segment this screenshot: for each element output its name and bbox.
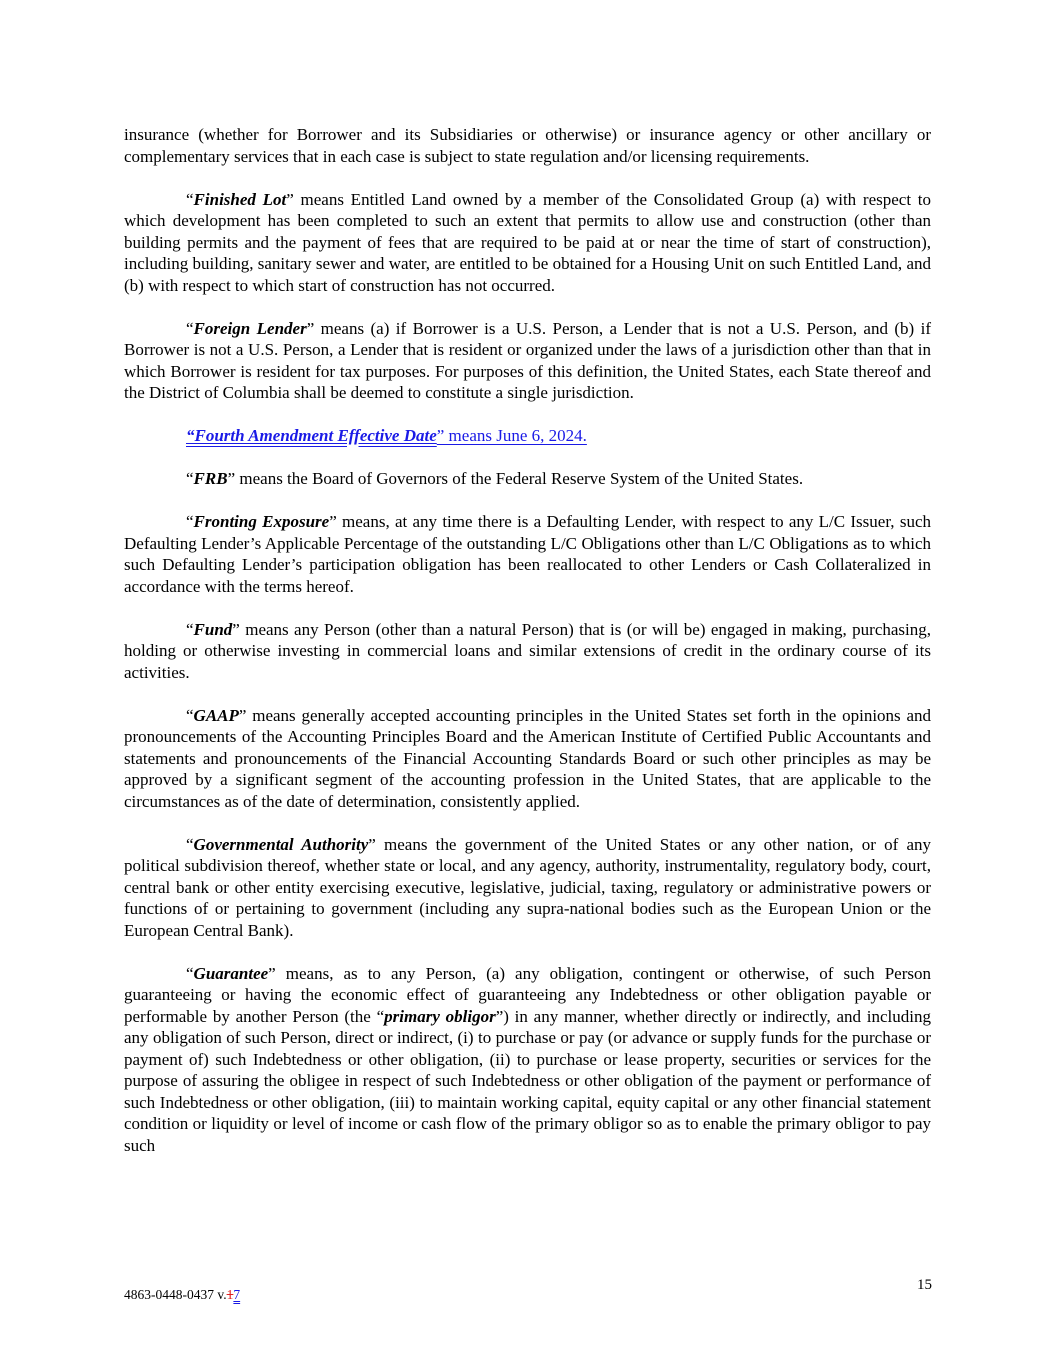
footer-doc-id-prefix: 4863-0448-0437 v. bbox=[124, 1287, 227, 1302]
text-run-term: Fronting Exposure bbox=[193, 512, 330, 531]
paragraph-definition-guarantee bbox=[124, 963, 931, 1157]
text-run-normal: ” means, at any time there is a Defaulting Lender, with respect to any L/C Issuer, such Defaulting Lender’s Applicable Percentage of the outstanding L/C Obligations other than L/C Obligations as to which such Defaulting Lender’s participation obligation has been reallocated to other Lenders or Cash Collateralized in accordance with the terms hereof. bbox=[124, 512, 931, 596]
page-number: 15 bbox=[917, 1277, 932, 1293]
paragraph-definition-governmental-authority bbox=[124, 834, 931, 942]
text-run-normal: “ bbox=[186, 189, 194, 209]
paragraph-definition-frb bbox=[124, 468, 931, 490]
text-run-normal: ” means generally accepted accounting principles in the United States set forth in the opinions and pronouncements of the Accounting Principles Board and the American Institute of Certified Public Accountants and statements and pronouncements of the Financial Accounting Standards Board or such other principles as may be approved by a significant segment of the accounting profession in the United States, that are applicable to the circumstances as of the date of determination, consistently applied. bbox=[124, 705, 931, 811]
text-run-term: GAAP bbox=[193, 705, 239, 725]
paragraph-definition-finished-lot bbox=[124, 189, 931, 297]
text-run-normal: “ bbox=[186, 512, 194, 531]
text-run-normal: ” means (a) if Borrower is a U.S. Person, a Lender that is not a U.S. Person, and (b) if Borrower is not a U.S. Person, a Lender that is resident or organized under the laws of a jurisdiction other than that in which Borrower is resident for tax purposes. For purposes of this definition, the United States, each State thereof and the District of Columbia shall be deemed to constitute a single jurisdiction. bbox=[124, 318, 931, 402]
text-run-normal: ” means Entitled Land owned by a member of the Consolidated Group (a) with respect to which development has been completed to such an extent that permits to allow use and construction (other than building permits and the payment of fees that are required to be paid at or near the time of start of construction), including building, sanitary sewer and water, are entitled to be obtained for a Housing Unit on such Entitled Land, and (b) with respect to which start of construction has not occurred. bbox=[124, 189, 932, 295]
paragraph-continuation-insurance bbox=[124, 124, 931, 167]
document-body bbox=[124, 124, 931, 1178]
footer-version-deleted: 1 bbox=[226, 1287, 234, 1302]
text-run-normal: insurance (whether for Borrower and its Subsidiaries or otherwise) or insurance agency or other ancillary or complementary services that in each case is subject to state regulation and/or licensing requirements. bbox=[124, 125, 931, 166]
text-run-normal: “ bbox=[186, 318, 194, 338]
text-run-normal: “ bbox=[186, 469, 194, 488]
text-run-term: Fund bbox=[193, 619, 233, 639]
paragraph-definition-fronting-exposure bbox=[124, 511, 931, 597]
paragraph-definition-fund bbox=[124, 619, 931, 684]
paragraph-definition-gaap bbox=[124, 705, 931, 813]
text-run-normal: ” means any Person (other than a natural Person) that is (or will be) engaged in making, purchasing, holding or otherwise investing in commercial loans and similar extensions of credit in the ordinary course of its activities. bbox=[124, 619, 931, 682]
text-run-ins: ” means June 6, 2024. bbox=[436, 426, 587, 445]
text-run-normal: “ bbox=[186, 619, 194, 639]
text-run-term: Finished Lot bbox=[193, 189, 287, 209]
text-run-term: FRB bbox=[193, 469, 228, 488]
text-run-term: Foreign Lender bbox=[193, 318, 307, 338]
text-run-term: Governmental Authority bbox=[193, 834, 369, 854]
text-run-normal: “ bbox=[186, 834, 194, 854]
text-run-normal: ”) in any manner, whether directly or indirectly, and including any obligation of such Person, direct or indirect, (i) to purchase or pay (or advance or supply funds for the purchase or payment of) such Indebtedness or other obligation, (ii) to purchase or lease property, securities or services for the purpose of assuring the obligee in respect of such Indebtedness or other obligation of the payment or performance of such Indebtedness or other obligation, (iii) to maintain working capital, equity capital or any other financial statement condition or liquidity or level of income or cash flow of the primary obligor so as to enable the primary obligor to pay such bbox=[124, 1006, 932, 1155]
footer-version-inserted: 7 bbox=[233, 1287, 241, 1302]
text-run-term: primary obligor bbox=[384, 1006, 496, 1026]
paragraph-definition-fourth-amendment-effective-date bbox=[124, 425, 931, 447]
text-run-normal: ” means, as to any Person, (a) any obligation, contingent or otherwise, of such Person guaranteeing or having the economic effect of guaranteeing any Indebtedness or other obligation payable or performable by another Person (the “ bbox=[124, 963, 931, 1026]
text-run-normal: “ bbox=[186, 963, 194, 983]
text-run-term-ins: “Fourth Amendment Effective Date bbox=[186, 426, 437, 445]
text-run-normal: ” means the government of the United States or any other nation, or of any political subdivision thereof, whether state or local, and any agency, authority, instrumentality, regulatory body, court, central bank or other entity exercising executive, legislative, judicial, taxing, regulatory or administrative powers or functions of or pertaining to government (including any supra-national bodies such as the European Union or the European Central Bank). bbox=[124, 834, 931, 940]
paragraph-definition-foreign-lender bbox=[124, 318, 931, 404]
text-run-term: Guarantee bbox=[193, 963, 269, 983]
text-run-normal: “ bbox=[186, 705, 194, 725]
text-run-normal: ” means the Board of Governors of the Federal Reserve System of the United States. bbox=[227, 469, 804, 488]
footer-doc-id bbox=[124, 1286, 240, 1303]
